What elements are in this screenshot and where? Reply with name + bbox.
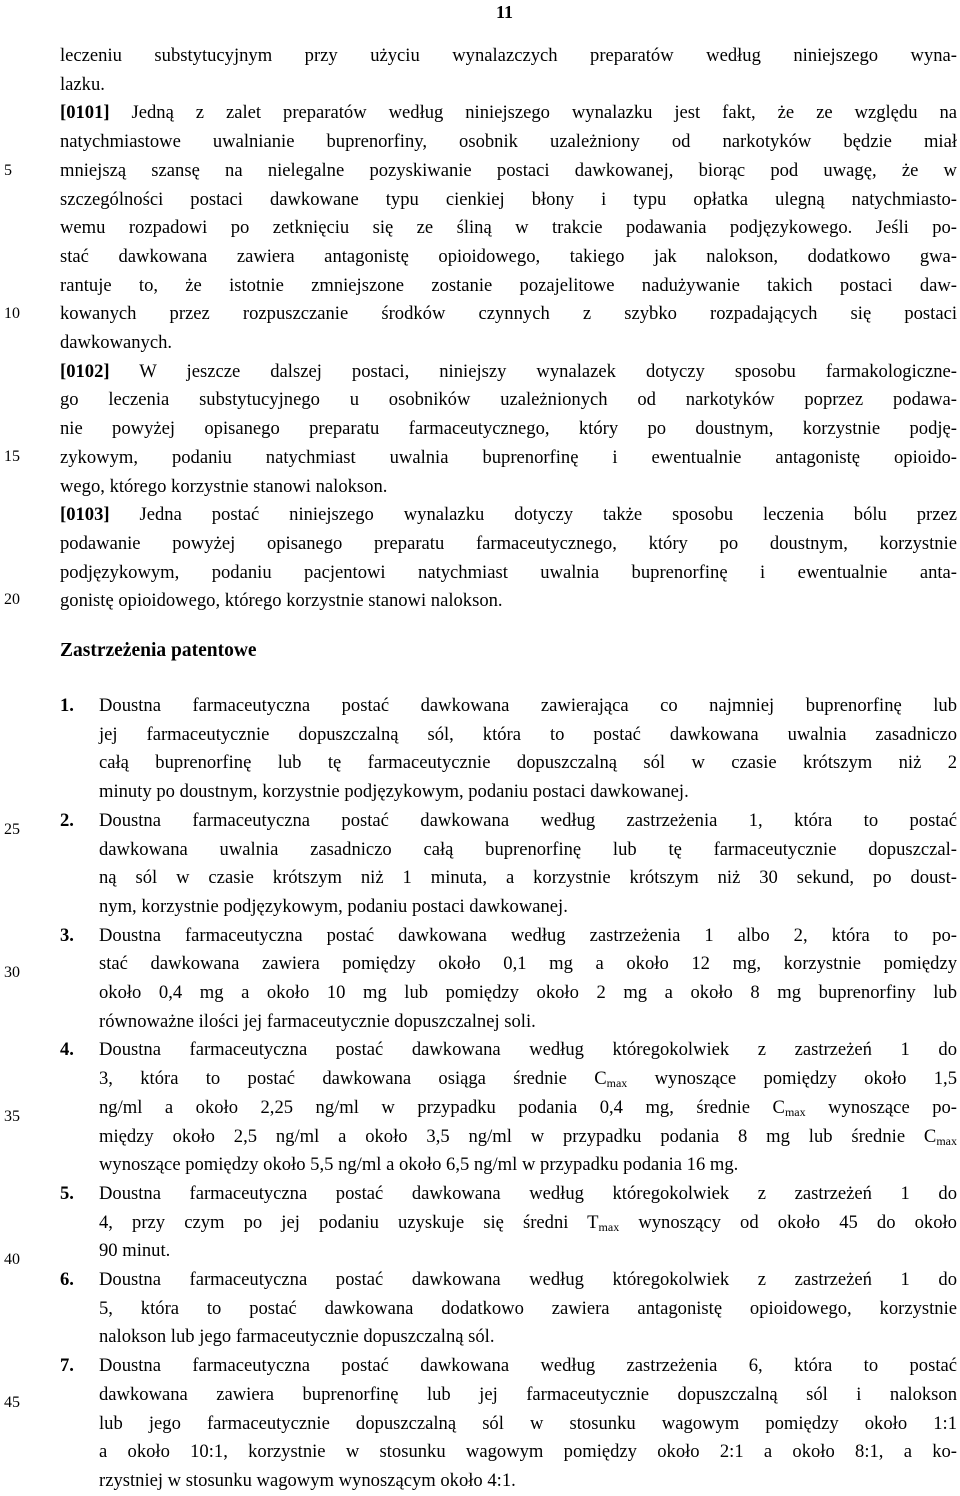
claim-number: 1. xyxy=(60,695,74,716)
text-line: Doustna farmaceutyczna postać dawkowana według zastrzeżenia 1 albo 2, która to po- xyxy=(99,924,957,946)
text-line: stać dawkowana zawiera pomiędzy około 0,1 mg a około 12 mg, korzystnie pomiędzy xyxy=(99,953,957,975)
paragraph-tag: [0103] xyxy=(60,504,110,526)
claim-number: 6. xyxy=(60,1269,74,1291)
subscript: max xyxy=(606,1076,628,1091)
claim-number: 7. xyxy=(60,1355,74,1377)
text-line: 4, przy czym po jej podaniu uzyskuje się średni $T_{max}$ wynoszący od około 45 do około xyxy=(99,1211,957,1234)
text-line: [0103] Jedna postać niniejszego wynalazku dotyczy także sposobu leczenia bólu przez xyxy=(60,504,957,526)
claims-heading: Zastrzeżenia patentowe xyxy=(60,640,257,661)
text-line: lub jego farmaceutycznie dopuszczalną sól w stosunku wagowym pomiędzy około 1:1 xyxy=(99,1412,957,1434)
text-line: nym, korzystnie podjęzykowym, podaniu postaci dawkowanej. xyxy=(99,895,568,917)
text-line: Doustna farmaceutyczna postać dawkowana według któregokolwiek z zastrzeżeń 1 do xyxy=(99,1039,957,1061)
text-line: [0102] W jeszcze dalszej postaci, niniejszy wynalazek dotyczy sposobu farmakologiczne- xyxy=(60,360,957,382)
text-line: wego, którego korzystnie stanowi nalokson. xyxy=(60,475,388,497)
claim-item xyxy=(60,692,957,807)
claim-item xyxy=(60,922,957,1037)
text-line: wemu rozpadowi po zetknięciu się ze śliną w trakcie podawania podjęzykowego. Jeśli po- xyxy=(60,217,957,239)
text-line: Doustna farmaceutyczna postać dawkowana według zastrzeżenia 1, która to postać xyxy=(99,809,957,831)
text-line: całą buprenorfinę lub tę farmaceutycznie dopuszczalną sól w czasie krótszym niż 2 xyxy=(99,752,957,774)
subscript: max xyxy=(936,1133,957,1148)
text-line: wynoszące pomiędzy około 5,5 ng/ml a około 6,5 ng/ml w przypadku podania 16 mg. xyxy=(99,1154,739,1176)
text-line: dawkowanych. xyxy=(60,332,173,354)
claim-item xyxy=(60,1180,957,1266)
line-number: 35 xyxy=(4,1108,20,1125)
text-line: nie powyżej opisanego preparatu farmaceutycznego, który po doustnym, korzystnie podję- xyxy=(60,418,957,440)
text-line: 90 minut. xyxy=(99,1240,171,1262)
text-line: kowanych przez rozpuszczanie środków czynnych z szybko rozpadających się postaci xyxy=(60,303,957,325)
text-line: równoważne ilości jej farmaceutycznie dopuszczalnej soli. xyxy=(99,1010,536,1032)
paragraph-0102 xyxy=(60,358,957,502)
text-line: rzystniej w stosunku wagowym wynoszącym około 4:1. xyxy=(99,1469,516,1491)
text-line: około 0,4 mg a około 10 mg lub pomiędzy około 2 mg a około 8 mg buprenorfiny lub xyxy=(99,982,957,1004)
text-line: 5, która to postać dawkowana dodatkowo zawiera antagonistę opioidowego, korzystnie xyxy=(99,1297,957,1319)
subscript: max xyxy=(784,1104,806,1119)
text-line: natychmiastowe uwalnianie buprenorfiny, osobnik uzależniony od narkotyków będzie miał xyxy=(60,131,957,153)
line-number: 10 xyxy=(4,305,20,322)
text-line: Doustna farmaceutyczna postać dawkowana według zastrzeżenia 6, która to postać xyxy=(99,1355,957,1377)
paragraph-tag: [0101] xyxy=(60,102,110,124)
text-line: podjęzykowym, podaniu pacjentowi natychmiast uwalnia buprenorfinę i ewentualnie anta- xyxy=(60,561,957,583)
text-line: nalokson lub jego farmaceutycznie dopuszczalną sól. xyxy=(99,1326,495,1348)
text-line: podawanie powyżej opisanego preparatu farmaceutycznego, który po doustnym, korzystnie xyxy=(60,532,957,554)
claim-item xyxy=(60,1036,957,1180)
paragraph-tag: [0102] xyxy=(60,360,110,382)
claims-list xyxy=(60,692,957,1496)
text-line: [0101] Jedną z zalet preparatów według niniejszego wynalazku jest fakt, że ze względu na xyxy=(60,102,957,124)
text-line: leczeniu substytucyjnym przy użyciu wynalazczych preparatów według niniejszego wyna- xyxy=(60,45,957,66)
text-line: dawkowana zawiera buprenorfinę lub jej farmaceutycznie dopuszczalną sól i nalokson xyxy=(99,1383,957,1405)
text-line: dawkowana uwalnia zasadniczo całą buprenorfinę lub tę farmaceutycznie dopuszczal- xyxy=(99,838,957,860)
text-line: Doustna farmaceutyczna postać dawkowana według któregokolwiek z zastrzeżeń 1 do xyxy=(99,1269,957,1291)
page-number: 11 xyxy=(496,2,514,22)
line-number: 30 xyxy=(4,964,20,981)
text-line: go leczenia substytucyjnego u osobników uzależnionych od narkotyków poprzez podawa- xyxy=(60,389,957,411)
text-line: stać dawkowana zawiera antagonistę opioidowego, takiego jak nalokson, dodatkowo gwa- xyxy=(60,245,957,267)
paragraph-0101 xyxy=(60,99,957,357)
text-line: szczególności postaci dawkowane typu cienkiej błony i typu opłatka ulegną natychmiasto- xyxy=(60,188,957,210)
text-line: ną sól w czasie krótszym niż 1 minuta, a korzystnie krótszym niż 30 sekund, po doust- xyxy=(99,867,957,889)
text-line: Doustna farmaceutyczna postać dawkowana według któregokolwiek z zastrzeżeń 1 do xyxy=(99,1182,957,1204)
claim-number: 2. xyxy=(60,809,74,831)
text-line: ng/ml a około 2,25 ng/ml w przypadku podania 0,4 mg, średnie $C_{max}$ wynoszące po- xyxy=(99,1096,957,1119)
line-number: 20 xyxy=(4,591,20,608)
claim-number: 4. xyxy=(60,1039,74,1061)
line-number: 45 xyxy=(4,1394,20,1411)
subscript: max xyxy=(598,1219,620,1234)
claim-number: 3. xyxy=(60,924,74,946)
line-number: 40 xyxy=(4,1251,20,1268)
text-line: gonistę opioidowego, którego korzystnie stanowi nalokson. xyxy=(60,590,503,612)
text-line: zykowym, podaniu natychmiast uwalnia buprenorfinę i ewentualnie antagonistę opioido- xyxy=(60,446,957,468)
claim-number: 5. xyxy=(60,1182,74,1204)
description-body xyxy=(60,42,957,616)
text-line: a około 10:1, korzystnie w stosunku wagowym pomiędzy około 2:1 a około 8:1, a ko- xyxy=(99,1441,957,1463)
text-line: minuty po doustnym, korzystnie podjęzykowym, podaniu postaci dawkowanej. xyxy=(99,781,689,803)
text-line: lazku. xyxy=(60,73,105,95)
text-line: między około 2,5 ng/ml a około 3,5 ng/ml w przypadku podania 8 mg lub średnie $C_{max}$ xyxy=(99,1125,957,1148)
line-number: 5 xyxy=(4,162,12,179)
line-number: 25 xyxy=(4,821,20,838)
claim-item xyxy=(60,1266,957,1352)
text-line: Doustna farmaceutyczna postać dawkowana zawierająca co najmniej buprenorfinę lub xyxy=(99,695,957,716)
claim-item xyxy=(60,1352,957,1496)
text-line: rantuje to, że istotnie zmniejszone zostanie pozajelitowe nadużywanie takich postaci daw- xyxy=(60,274,957,296)
text-line: 3, która to postać dawkowana osiąga średnie $C_{max}$ wynoszące pomiędzy około 1,5 xyxy=(99,1068,957,1091)
claim-item xyxy=(60,807,957,922)
paragraph-0103 xyxy=(60,501,957,616)
text-line: mniejszą szansę na nielegalne pozyskiwanie postaci dawkowanej, biorąc pod uwagę, że w xyxy=(60,159,957,181)
line-number: 15 xyxy=(4,448,20,465)
text-line: jej farmaceutycznie dopuszczalną sól, która to postać dawkowana uwalnia zasadniczo xyxy=(99,723,957,745)
